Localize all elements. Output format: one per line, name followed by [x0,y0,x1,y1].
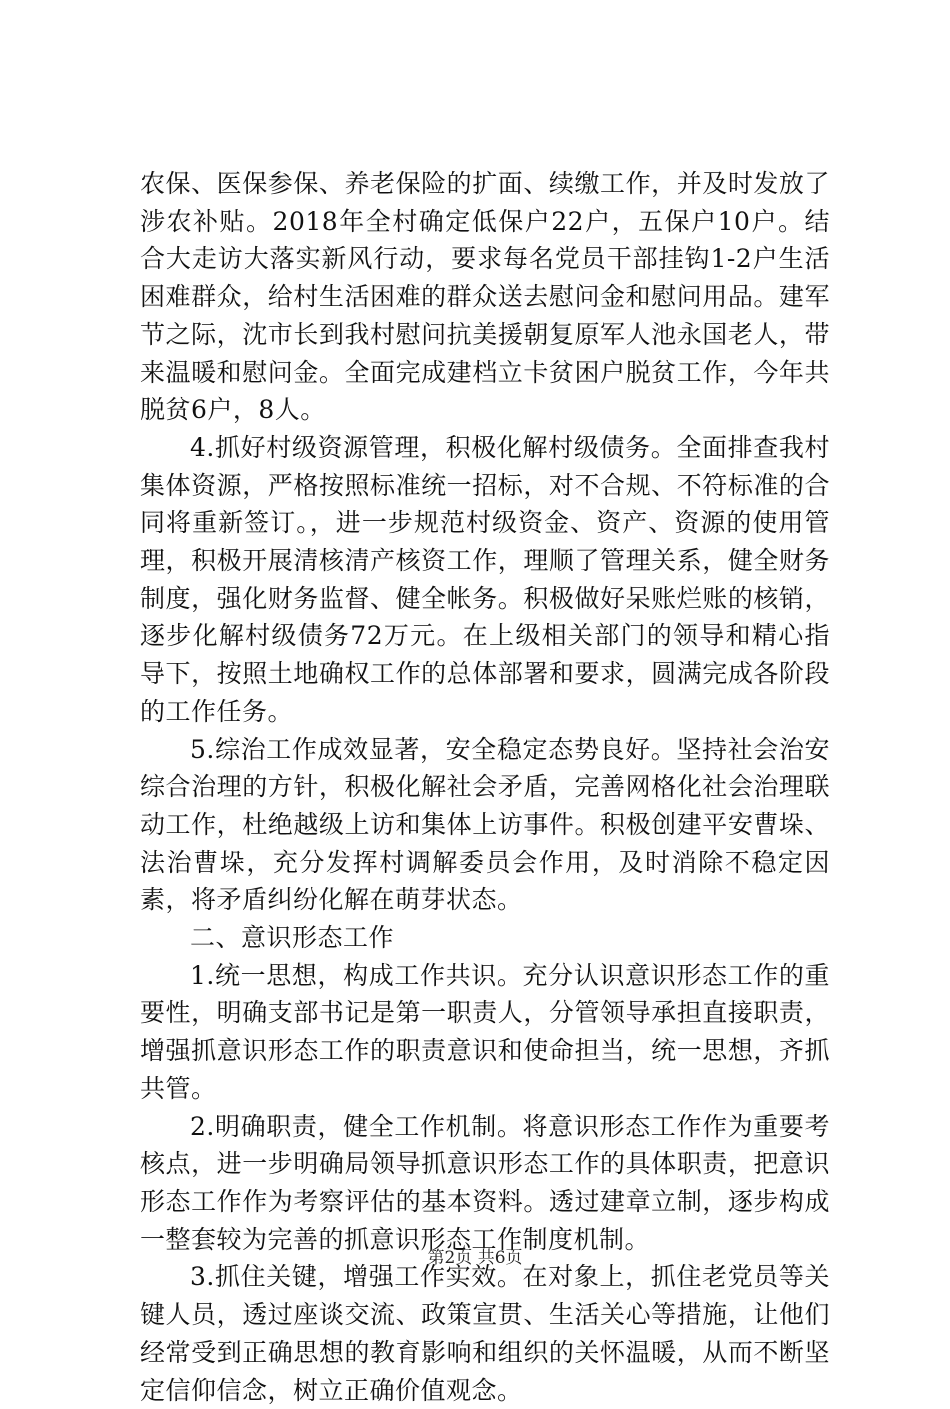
paragraph-clarify-duties: 2.明确职责，健全工作机制。将意识形态工作作为重要考核点，进一步明确局领导抓意识形态工作的具体职责，把意识形态工作作为考察评估的基本资料。透过建章立制，逐步构成一整套较为完善的抓意识形态工作制度机制。 [140,1111,830,1254]
paragraph-public-security: 5.综治工作成效显著，安全稳定态势良好。坚持社会治安综合治理的方针，积极化解社会矛盾，完善网格化社会治理联动工作，杜绝越级上访和集体上访事件。积极创建平安曹垛、法治曹垛，充分发挥村调解委员会作用，及时消除不稳定因素，将矛盾纠纷化解在萌芽状态。 [140,734,830,915]
document-body [140,165,830,1409]
paragraph-unify-thought: 1.统一思想，构成工作共识。充分认识意识形态工作的重要性，明确支部书记是第一职责人，分管领导承担直接职责，增强抓意识形态工作的职责意识和使命担当，统一思想，齐抓共管。 [140,960,830,1103]
section-heading-ideology: 二、意识形态工作 [190,923,395,953]
paragraph-resource-management: 4.抓好村级资源管理，积极化解村级债务。全面排查我村集体资源，严格按照标准统一招标，对不合规、不符标准的合同将重新签订。，进一步规范村级资金、资产、资源的使用管理，积极开展清核清产核资工作，理顺了管理关系，健全财务制度，强化财务监督、健全帐务。积极做好呆账烂账的核销，逐步化解村级债务72万元。在上级相关部门的领导和精心指导下，按照土地确权工作的总体部署和要求，圆满完成各阶段的工作任务。 [140,432,830,726]
page-number-footer: 第2页 共6页 [427,1248,523,1268]
paragraph-grasp-key: 3.抓住关键，增强工作实效。在对象上，抓住老党员等关键人员，透过座谈交流、政策宣贯、生活关心等措施，让他们经常受到正确思想的教育影响和组织的关怀温暖，从而不断坚定信仰信念，树立正确价值观念。 [140,1262,830,1405]
paragraph-social-security: 农保、医保参保、养老保险的扩面、续缴工作，并及时发放了涉农补贴。2018年全村确定低保户22户，五保户10户。结合大走访大落实新风行动，要求每名党员干部挂钩1-2户生活困难群众，给村生活困难的群众送去慰问金和慰问用品。建军节之际，沈市长到我村慰问抗美援朝复原军人池永国老人，带来温暖和慰问金。全面完成建档立卡贫困户脱贫工作，今年共脱贫6户，8人。 [140,169,830,425]
